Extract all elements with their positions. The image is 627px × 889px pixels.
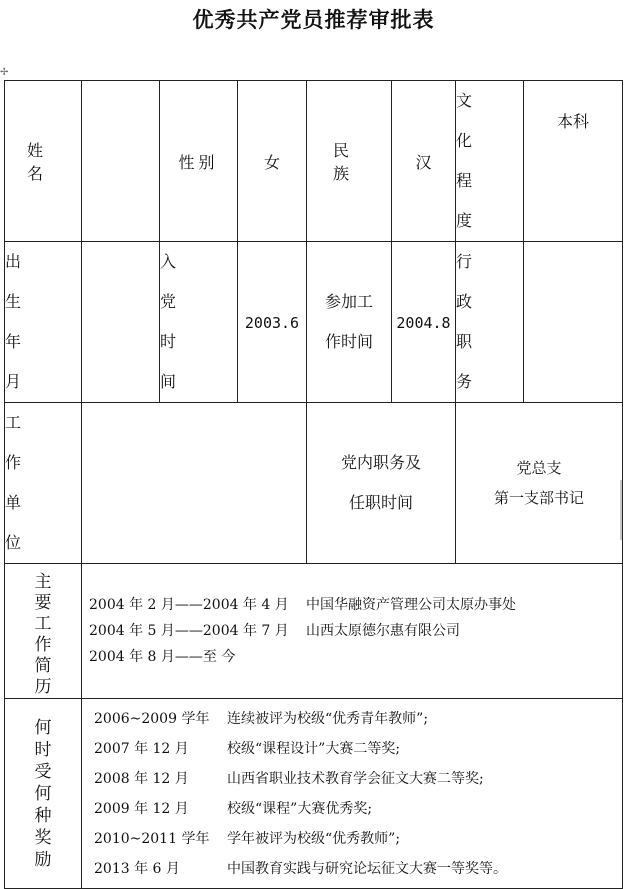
awards-entry-text: 校级“课程”大赛优秀奖; — [227, 800, 373, 817]
party-join-label-line1: 入 党 — [160, 252, 193, 311]
awards-label-char: 时 — [34, 739, 52, 760]
awards-entry-text: 中国教育实践与研究论坛征文大赛一等奖等。 — [227, 860, 507, 877]
form-row-dates — [5, 242, 623, 403]
admin-title-label-line1: 行 政 — [456, 252, 489, 311]
birth-value-cell[interactable] — [82, 242, 160, 403]
work-start-label-cell — [307, 242, 392, 403]
unit-label-cell — [5, 403, 82, 564]
name-label-cell — [5, 81, 82, 242]
unit-value-cell[interactable] — [82, 403, 307, 564]
awards-entry-date: 2008 年 12 月 — [94, 770, 189, 787]
ethnicity-value-cell[interactable] — [392, 81, 456, 242]
ethnicity-label: 民 族 — [332, 141, 365, 183]
party-join-value-cell[interactable] — [238, 242, 307, 403]
gender-label: 性别 — [178, 152, 219, 172]
awards-entry-date: 2010~2011 学年 — [94, 830, 210, 847]
awards-entry — [94, 854, 622, 884]
unit-label-line2: 单 位 — [5, 493, 38, 552]
work-history-entry — [89, 644, 622, 670]
form-row-unit — [5, 403, 623, 564]
work-history-label — [33, 572, 53, 698]
awards-label-char: 受 — [34, 761, 52, 782]
birth-label-line1: 出 生 — [5, 252, 38, 311]
work-history-entry-date: 2004 年 5 月——2004 年 7 月 — [89, 623, 289, 639]
unit-label-line1: 工 作 — [5, 413, 38, 472]
party-join-label-line2: 时 间 — [160, 332, 193, 391]
party-join-label-cell — [160, 242, 238, 403]
awards-entry — [94, 794, 622, 824]
awards-entry-text: 山西省职业技术教育学会征文大赛二等奖; — [227, 770, 484, 787]
awards-entry — [94, 824, 622, 854]
form-row-work-history — [5, 564, 623, 699]
party-position-label-line1: 党内职务及 — [340, 453, 421, 472]
party-position-value-line2: 第一支部书记 — [493, 489, 584, 507]
education-value-cell[interactable] — [524, 81, 623, 242]
work-start-value: 2004.8 — [396, 313, 451, 332]
work-history-entry-date: 2004 年 2 月——2004 年 4 月 — [89, 597, 289, 613]
awards-label-char: 励 — [34, 849, 52, 870]
ethnicity-value: 汉 — [415, 152, 432, 172]
awards-entry-date: 2006~2009 学年 — [94, 710, 210, 727]
awards-entry — [94, 734, 622, 764]
awards-label-char: 何 — [34, 783, 52, 804]
work-start-label-line1: 参加工 — [324, 292, 373, 311]
form-row-basic — [5, 81, 623, 242]
name-label: 姓 名 — [26, 141, 59, 183]
awards-content[interactable] — [82, 699, 623, 889]
education-label-line1: 文 化 — [456, 91, 489, 150]
education-value: 本科 — [556, 112, 589, 131]
awards-entry-date: 2013 年 6 月 — [94, 860, 180, 877]
awards-entry — [94, 704, 622, 734]
party-position-value-cell[interactable] — [456, 403, 623, 564]
awards-label — [33, 717, 53, 871]
awards-label-char: 何 — [34, 717, 52, 738]
admin-title-label-line2: 职 务 — [456, 332, 489, 391]
awards-label-char: 种 — [34, 805, 52, 826]
work-history-label-char: 历 — [34, 677, 52, 697]
admin-title-value-cell[interactable] — [524, 242, 623, 403]
work-history-label-char: 简 — [34, 656, 52, 676]
work-history-entry — [89, 618, 622, 644]
gender-value-cell[interactable] — [238, 81, 307, 242]
awards-label-cell — [5, 699, 82, 889]
table-anchor-icon[interactable]: ✢ — [0, 67, 9, 78]
work-history-label-char: 作 — [34, 635, 52, 655]
form-title: 优秀共产党员推荐审批表 — [192, 7, 435, 32]
awards-entry-text: 连续被评为校级“优秀青年教师”; — [227, 710, 429, 727]
awards-entry-date: 2009 年 12 月 — [94, 800, 189, 817]
form-row-awards — [5, 699, 623, 889]
work-history-entry-text: 山西太原德尔惠有限公司 — [306, 623, 460, 639]
work-history-label-char: 要 — [34, 593, 52, 613]
work-start-value-cell[interactable] — [392, 242, 456, 403]
recommendation-form-table — [4, 80, 623, 889]
awards-label-char: 奖 — [34, 827, 52, 848]
work-history-entry-date: 2004 年 8 月——至 今 — [89, 649, 236, 665]
party-join-value: 2003.6 — [244, 313, 300, 332]
work-history-label-cell — [5, 564, 82, 699]
party-position-label-cell — [307, 403, 456, 564]
awards-entry-date: 2007 年 12 月 — [94, 740, 189, 757]
work-history-label-char: 主 — [34, 572, 52, 592]
work-history-content[interactable] — [82, 564, 623, 699]
name-value-cell[interactable] — [82, 81, 160, 242]
awards-entry — [94, 764, 622, 794]
party-position-label-line2: 任职时间 — [348, 493, 413, 512]
awards-entry-text: 校级“课程设计”大赛二等奖; — [227, 740, 401, 757]
gender-value: 女 — [263, 152, 280, 172]
work-history-entry — [89, 592, 622, 618]
work-start-label-line2: 作时间 — [324, 332, 373, 351]
ethnicity-label-cell — [307, 81, 392, 242]
admin-title-label-cell — [456, 242, 524, 403]
party-position-value-line1: 党总支 — [516, 459, 562, 477]
birth-label-cell — [5, 242, 82, 403]
awards-entry-text: 学年被评为校级“优秀教师”; — [227, 830, 401, 847]
education-label-line2: 程 度 — [456, 171, 489, 230]
work-history-label-char: 工 — [34, 614, 52, 634]
birth-label-line2: 年 月 — [5, 332, 38, 391]
work-history-entry-text: 中国华融资产管理公司太原办事处 — [306, 597, 516, 613]
gender-label-cell — [160, 81, 238, 242]
education-label-cell — [456, 81, 524, 242]
